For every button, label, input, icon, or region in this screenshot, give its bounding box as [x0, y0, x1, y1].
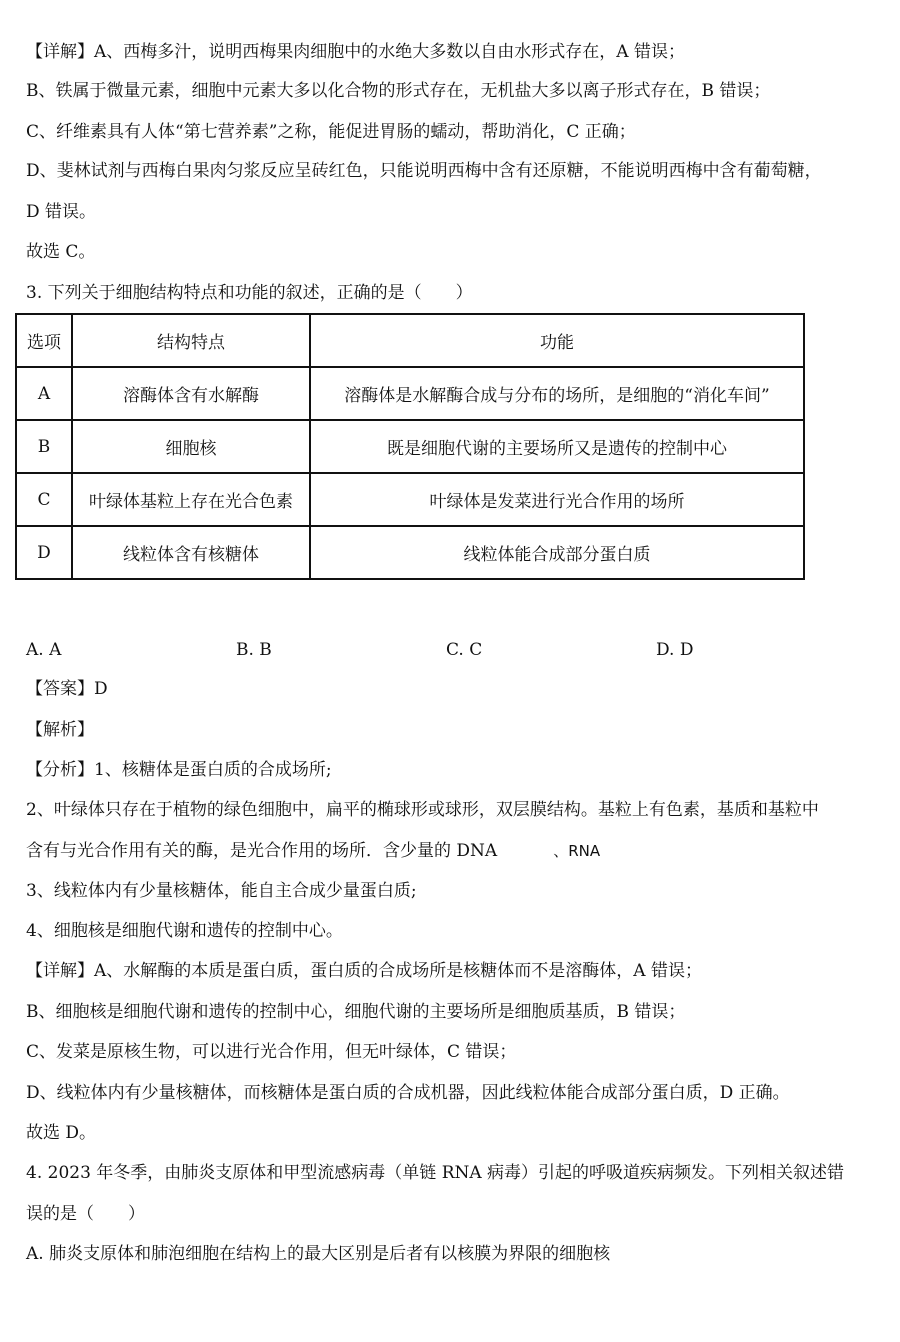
detail-line-d: D、斐林试剂与西梅白果肉匀浆反应呈砖红色，只能说明西梅中含有还原糖，不能说明西梅中含有葡萄糖，	[26, 161, 822, 181]
row-function: 溶酶体是水解酶合成与分布的场所，是细胞的“消化车间”	[310, 367, 804, 420]
row-option: B	[16, 420, 72, 473]
q3-detail-b: B、细胞核是细胞代谢和遗传的控制中心，细胞代谢的主要场所是细胞质基质，B 错误；	[26, 1002, 686, 1022]
table-row	[16, 367, 804, 420]
q3-detail-a: 【详解】A、水解酶的本质是蛋白质，蛋白质的合成场所是核糖体而不是溶酶体，A 错误；	[26, 961, 702, 981]
conclusion-line: 故选 C。	[26, 242, 96, 262]
choice-b: B. B	[236, 640, 272, 660]
row-option: A	[16, 367, 72, 420]
table-row	[16, 420, 804, 473]
analysis-point-1: 【分析】1、核糖体是蛋白质的合成场所;	[26, 760, 332, 780]
q3-detail-d: D、线粒体内有少量核糖体，而核糖体是蛋白质的合成机器，因此线粒体能合成部分蛋白质，D 正确。	[26, 1083, 790, 1103]
header-function: 功能	[310, 314, 804, 367]
row-function: 叶绿体是发菜进行光合作用的场所	[310, 473, 804, 526]
row-function: 线粒体能合成部分蛋白质	[310, 526, 804, 579]
analysis-point-2-text: 含有与光合作用有关的酶，是光合作用的场所．含少量的 DNA	[26, 841, 498, 861]
analysis-point-2-rna: 、RNA	[553, 842, 601, 860]
row-structure: 线粒体含有核糖体	[72, 526, 310, 579]
options-table	[15, 313, 805, 580]
detail-line-c: C、纤维素具有人体“第七营养素”之称，能促进胃肠的蠕动，帮助消化，C 正确；	[26, 122, 636, 142]
row-function: 既是细胞代谢的主要场所又是遗传的控制中心	[310, 420, 804, 473]
row-structure: 溶酶体含有水解酶	[72, 367, 310, 420]
row-structure: 细胞核	[72, 420, 310, 473]
table-row	[16, 526, 804, 579]
question-4-option-a: A. 肺炎支原体和肺泡细胞在结构上的最大区别是后者有以核膜为界限的细胞核	[26, 1244, 611, 1264]
answer-line: 【答案】D	[26, 679, 108, 699]
analysis-point-4: 4、细胞核是细胞代谢和遗传的控制中心。	[26, 921, 343, 941]
choice-d: D. D	[656, 640, 694, 660]
answer-choices	[26, 639, 866, 661]
row-option: C	[16, 473, 72, 526]
question-4-stem-cont: 误的是（ ）	[26, 1204, 145, 1224]
question-4-stem: 4. 2023 年冬季，由肺炎支原体和甲型流感病毒（单链 RNA 病毒）引起的呼吸道疾病频发。下列相关叙述错	[26, 1163, 845, 1183]
choice-c: C. C	[446, 640, 483, 660]
q3-conclusion: 故选 D。	[26, 1123, 97, 1143]
row-option: D	[16, 526, 72, 579]
analysis-point-2: 2、叶绿体只存在于植物的绿色细胞中，扁平的椭球形或球形，双层膜结构。基粒上有色素，基质和基粒中	[26, 800, 819, 820]
header-structure: 结构特点	[72, 314, 310, 367]
q3-detail-c: C、发菜是原核生物，可以进行光合作用，但无叶绿体，C 错误；	[26, 1042, 517, 1062]
table-header-row	[16, 314, 804, 367]
analysis-title: 【解析】	[26, 720, 94, 740]
analysis-point-3: 3、线粒体内有少量核糖体，能自主合成少量蛋白质;	[26, 881, 417, 901]
choice-a: A. A	[26, 640, 62, 660]
detail-line-d-cont: D 错误。	[26, 202, 97, 222]
detail-line-a: 【详解】A、西梅多汁，说明西梅果肉细胞中的水绝大多数以自由水形式存在，A 错误；	[26, 42, 685, 62]
row-structure: 叶绿体基粒上存在光合色素	[72, 473, 310, 526]
analysis-point-2-cont	[26, 840, 600, 862]
table-row	[16, 473, 804, 526]
detail-line-b: B、铁属于微量元素，细胞中元素大多以化合物的形式存在，无机盐大多以离子形式存在，B 错误；	[26, 81, 771, 101]
header-option: 选项	[16, 314, 72, 367]
question-3-stem: 3. 下列关于细胞结构特点和功能的叙述，正确的是（ ）	[26, 283, 473, 303]
